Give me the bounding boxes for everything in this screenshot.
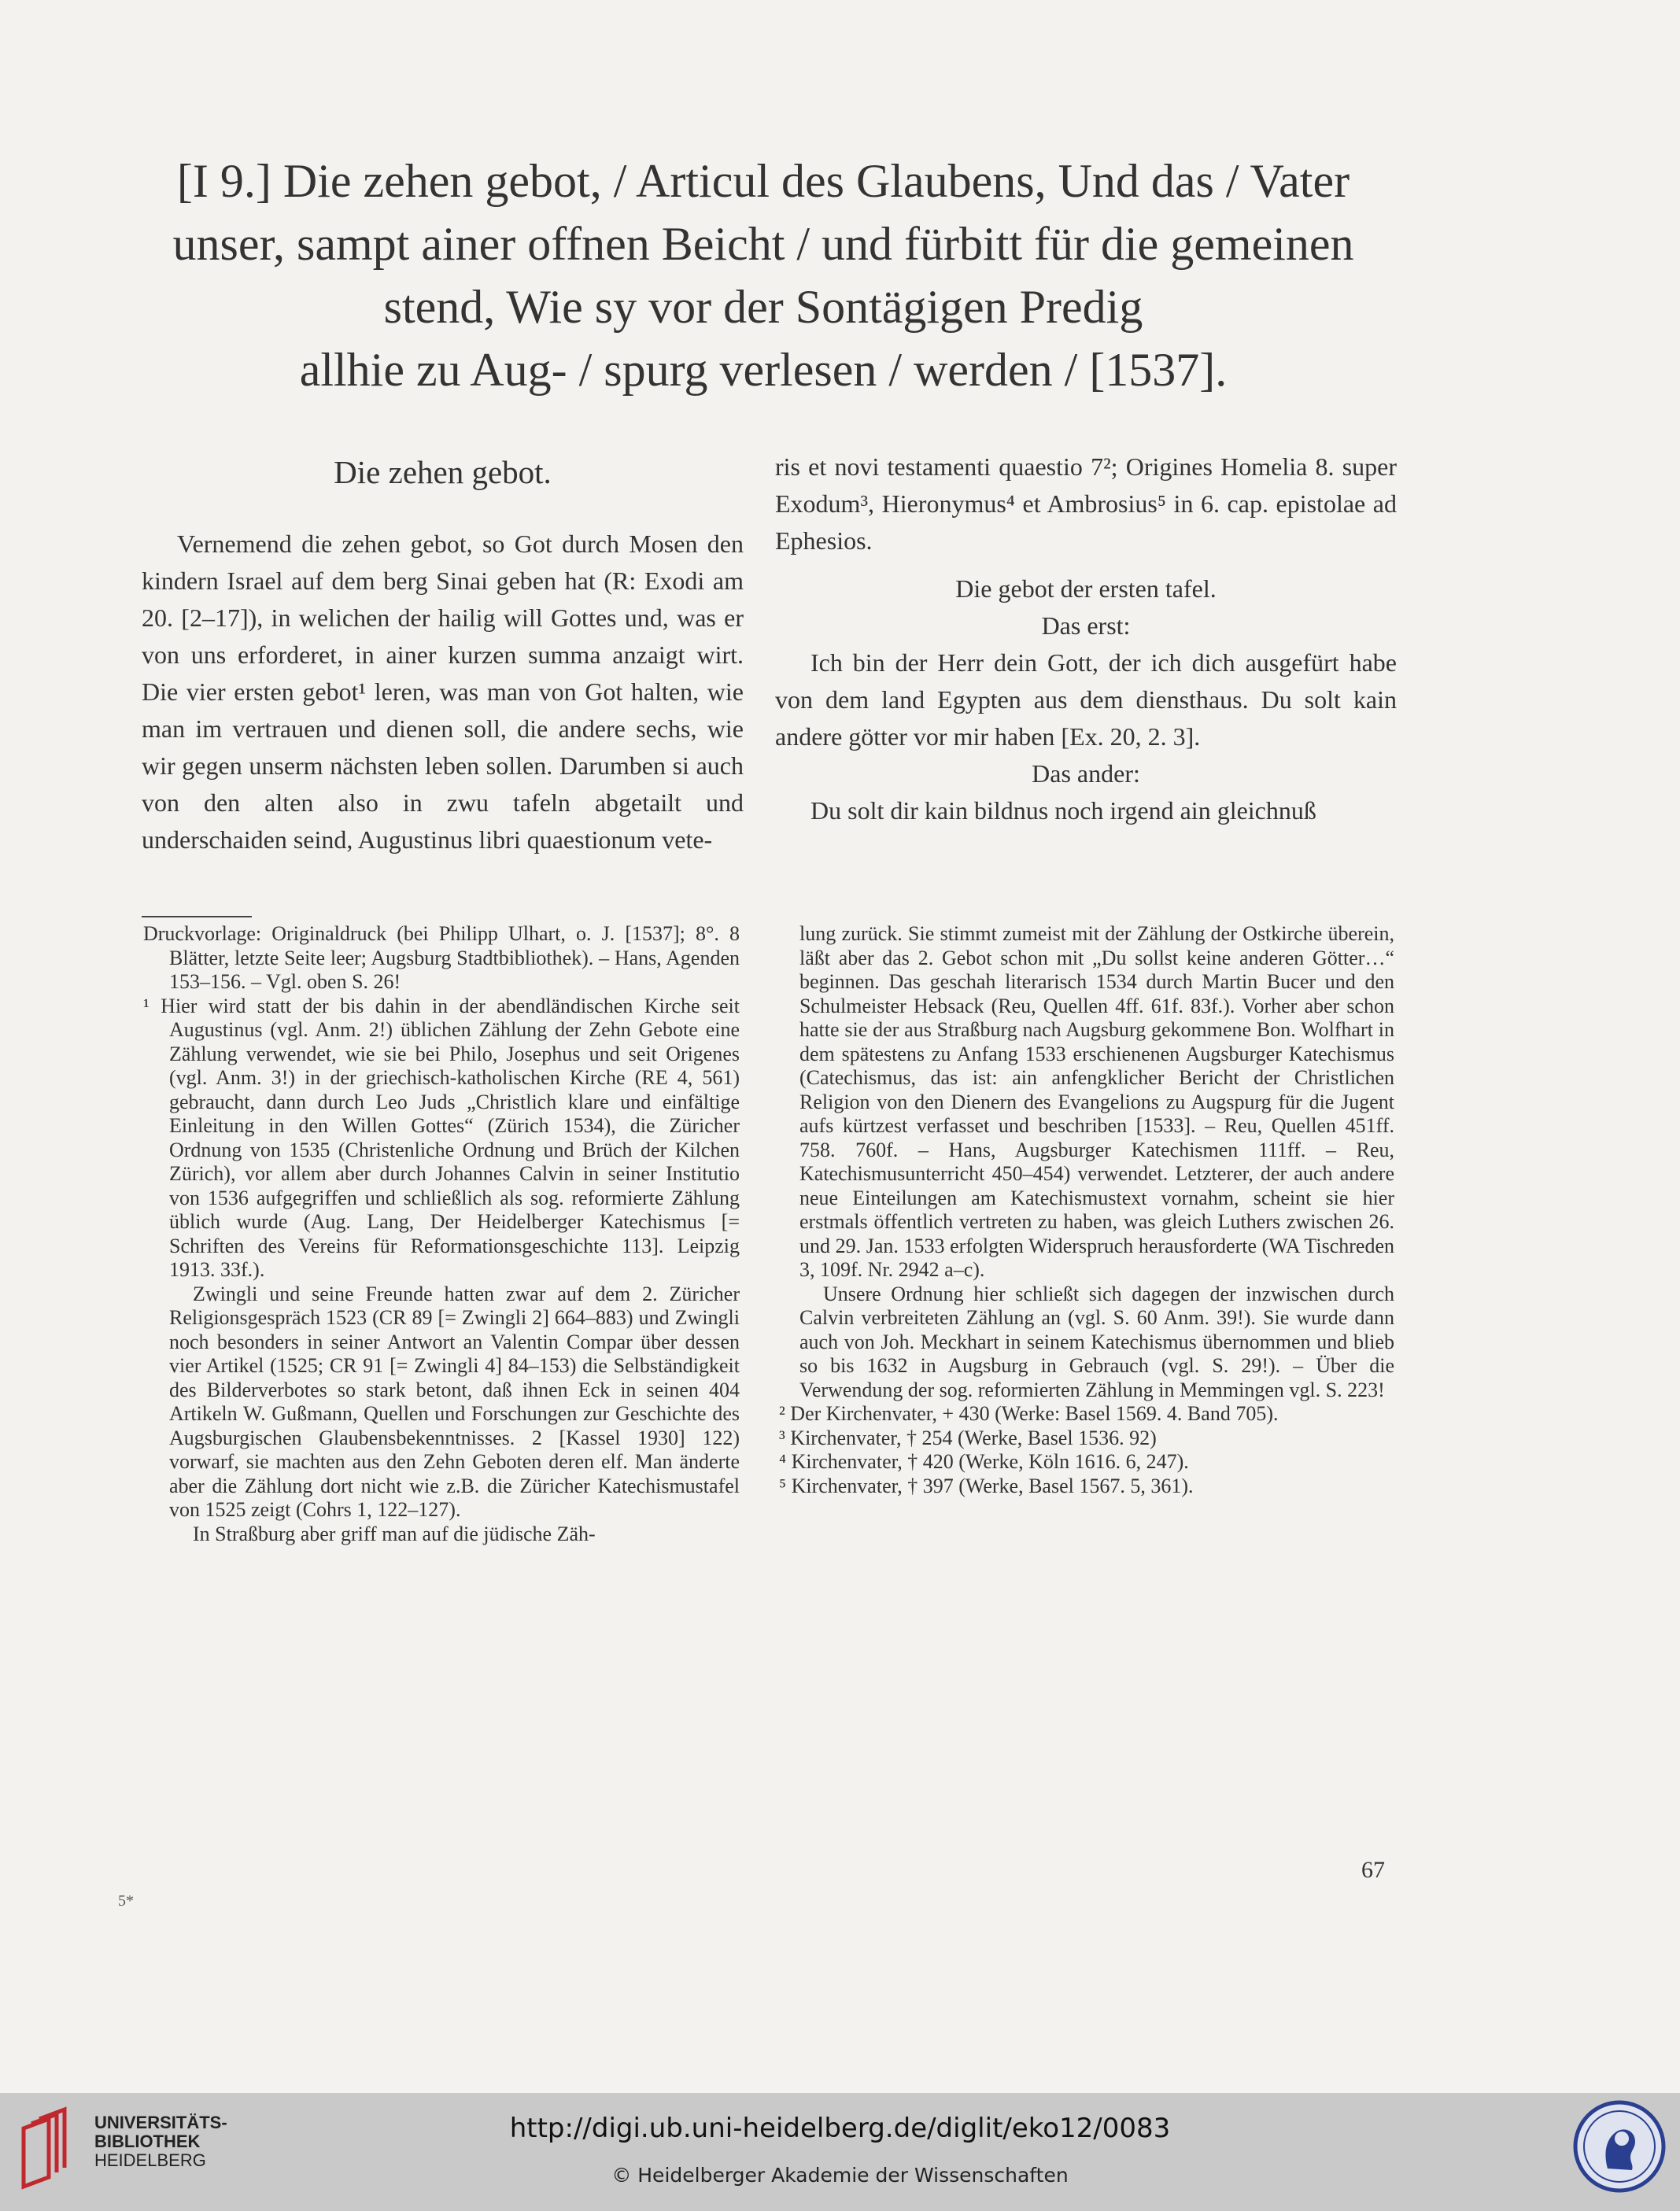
footnote-4: ⁴ Kirchenvater, † 420 (Werke, Köln 1616. 6, 247).	[779, 1450, 1189, 1473]
copyright-notice: © Heidelberger Akademie der Wissenschaften	[611, 2164, 1069, 2187]
library-line-2: BIBLIOTHEK	[94, 2132, 201, 2151]
library-line-1: UNIVERSITÄTS-	[94, 2113, 227, 2132]
right-column	[775, 448, 1397, 829]
tafel-heading: Die gebot der ersten tafel.	[955, 574, 1217, 603]
title-line-2: unser, sampt ainer offnen Beicht / und fürbitt für die gemeinen	[172, 218, 1354, 270]
viewer-footer-bar	[0, 2093, 1680, 2211]
document-title	[94, 149, 1432, 401]
footnote-5: ⁵ Kirchenvater, † 397 (Werke, Basel 1567. 5, 361).	[779, 1474, 1194, 1497]
commandment-2-text: Du solt dir kain bildnus noch irgend ain gleichnuß	[810, 796, 1316, 825]
footnote-1-zwingli: Zwingli und seine Freunde hatten zwar auf dem 2. Züricher Religionsgespräch 1523 (CR 89 [= Zwingli 2] 664–883) und Zwingli noch besonders in seiner Antwort an Valentin Compar über dessen vier Artikel (1525; CR 91 [= Zwingli 4] 84–153) die Selbständigkeit des Bilderverbotes so stark betont, daß ihnen Eck in seinen 404 Artikeln W. Gußmann, Quellen und Forschungen zur Geschichte des Augsburgischen Glaubensbekenntnisses. 2 [Kassel 1930] 122) vorwarf, sie machten aus den Zehn Geboten deren elf. Man änderte aber die Zählung dort nicht wie z.B. die Züricher Katechismustafel von 1525 zeigt (Cohrs 1, 122–127).	[169, 1282, 740, 1521]
footnote-2: ² Der Kirchenvater, + 430 (Werke: Basel 1569. 4. Band 705).	[779, 1402, 1279, 1425]
section-heading: Die zehen gebot.	[334, 454, 552, 490]
academy-seal-icon[interactable]	[1572, 2099, 1667, 2194]
footnote-1-continued: lung zurück. Sie stimmt zumeist mit der Zählung der Ostkirche überein, läßt aber das 2. Gebot schon mit „Du sollst keine anderen Götter…“ beginnen. Das geschah literarisch 1534 durch Martin Bucer und den Schulmeister Hebsack (Reu, Quellen 4ff. 61f. 83f.). Vorher aber schon hatte sie der aus Straßburg nach Augsburg gekommene Bon. Wolfhart in dem spätestens zu Anfang 1533 erschienenen Augsburger Katechismus (Catechismus, das ist: ain anfengklicher Bericht der Christlichen Religion von den Dienern des Evangelions zu Augspurg für die Jugent aufs kürtzest verfasset und beschriben [1533]. – Reu, Quellen 451ff. 758. 760f. – Hans, Augsburger Katechismen 111ff. – Reu, Katechismusunterricht 450–454) verwendet. Letzterer, der auch andere neue Einteilungen am Katechismustext vornahm, scheint sie hier erstmals öffentlich vertreten zu haben, was gleich Luthers zwischen 26. und 29. Jan. 1533 erfolgten Widerspruch herausforderte (WA Tischreden 3, 109f. Nr. 2942 a–c).	[799, 922, 1394, 1281]
signature-mark: 5*	[118, 1892, 134, 1910]
footnotes-left	[143, 922, 740, 1546]
footnote-1-strassburg: In Straßburg aber griff man auf die jüdische Zäh-	[193, 1522, 596, 1545]
commandment-1-heading: Das erst:	[1041, 611, 1131, 640]
title-line-4: allhie zu Aug- / spurg verlesen / werden / [1537].	[299, 344, 1228, 396]
footnote-1-unsere: Unsere Ordnung hier schließt sich dagegen der inzwischen durch Calvin verbreiteten Zählung an (vgl. S. 60 Anm. 39!). Sie wurde dann auch von Joh. Meckhart in seinem Katechismus übernommen und blieb so bis 1632 in Augsburg in Gebrauch (vgl. S. 29!). – Über die Verwendung der sog. reformierten Zählung in Memmingen vgl. S. 223!	[799, 1282, 1394, 1401]
title-line-3: stend, Wie sy vor der Sontägigen Predig	[383, 281, 1143, 333]
footnotes-right	[779, 922, 1394, 1498]
permalink-url[interactable]: http://digi.ub.uni-heidelberg.de/diglit/eko12/0083	[509, 2113, 1171, 2144]
footnote-1: ¹ Hier wird statt der bis dahin in der abendländischen Kirche seit Augustinus (vgl. Anm. 2!) üblichen Zählung der Zehn Gebote eine Zählung verwendet, wie sie bei Philo, Josephus und seit Origenes (vgl. Anm. 3!) in der griechisch-katholischen Kirche (RE 4, 561) gebraucht, dann durch Leo Juds „Christlich klare und einfältige Einleitung in den Willen Gottes“ (Zürich 1534), die Züricher Ordnung von 1535 (Christenliche Ordnung und Brüch der Kilchen Zürich), vor allem aber durch Johannes Calvin in seiner Institutio von 1536 aufgegriffen und schließlich als sog. reformierte Zählung üblich wurde (Aug. Lang, Der Heidelberger Katechismus [= Schriften des Vereins für Reformationsgeschichte 113]. Leipzig 1913. 33f.).	[143, 994, 740, 1281]
intro-paragraph: Vernemend die zehen gebot, so Got durch Mosen den kindern Israel auf dem berg Sinai geben hat (R: Exodi am 20. [2–17]), in welichen der hailig will Gottes und, was er von uns erforderet, in ainer kurzen summa anzaigt wirt. Die vier ersten gebot¹ leren, was man von Got halten, wie man im vertrauen und dienen soll, die andere sechs, wie wir gegen unserm nächsten leben sollen. Darumben si auch von den alten also in zwu tafeln abgetailt und underschaiden seind, Augustinus libri quaestionum vete-	[142, 530, 744, 854]
footnote-3: ³ Kirchenvater, † 254 (Werke, Basel 1536. 92)	[779, 1426, 1157, 1449]
commandment-2-heading: Das ander:	[1032, 759, 1140, 788]
intro-paragraph-continued: ris et novi testamenti quaestio 7²; Origines Homelia 8. super Exodum³, Hieronymus⁴ et Ambrosius⁵ in 6. cap. epistolae ad Ephesios.	[775, 452, 1397, 555]
left-column	[142, 448, 744, 858]
page-number: 67	[1361, 1857, 1385, 1883]
title-line-1: [I 9.] Die zehen gebot, / Articul des Glaubens, Und das / Vater	[176, 155, 1350, 207]
footnote-druckvorlage: Druckvorlage: Originaldruck (bei Philipp Ulhart, o. J. [1537]; 8°. 8 Blätter, letzte Seite leer; Augsburg Stadtbibliothek). – Hans, Agenden 153–156. – Vgl. oben S. 26!	[143, 922, 740, 993]
commandment-1-text: Ich bin der Herr dein Gott, der ich dich ausgefürt habe von dem land Egypten aus dem diensthaus. Du solt kain andere götter vor mir haben [Ex. 20, 2. 3].	[775, 648, 1397, 751]
footnote-rule	[142, 916, 252, 917]
library-line-3: HEIDELBERG	[94, 2150, 206, 2170]
